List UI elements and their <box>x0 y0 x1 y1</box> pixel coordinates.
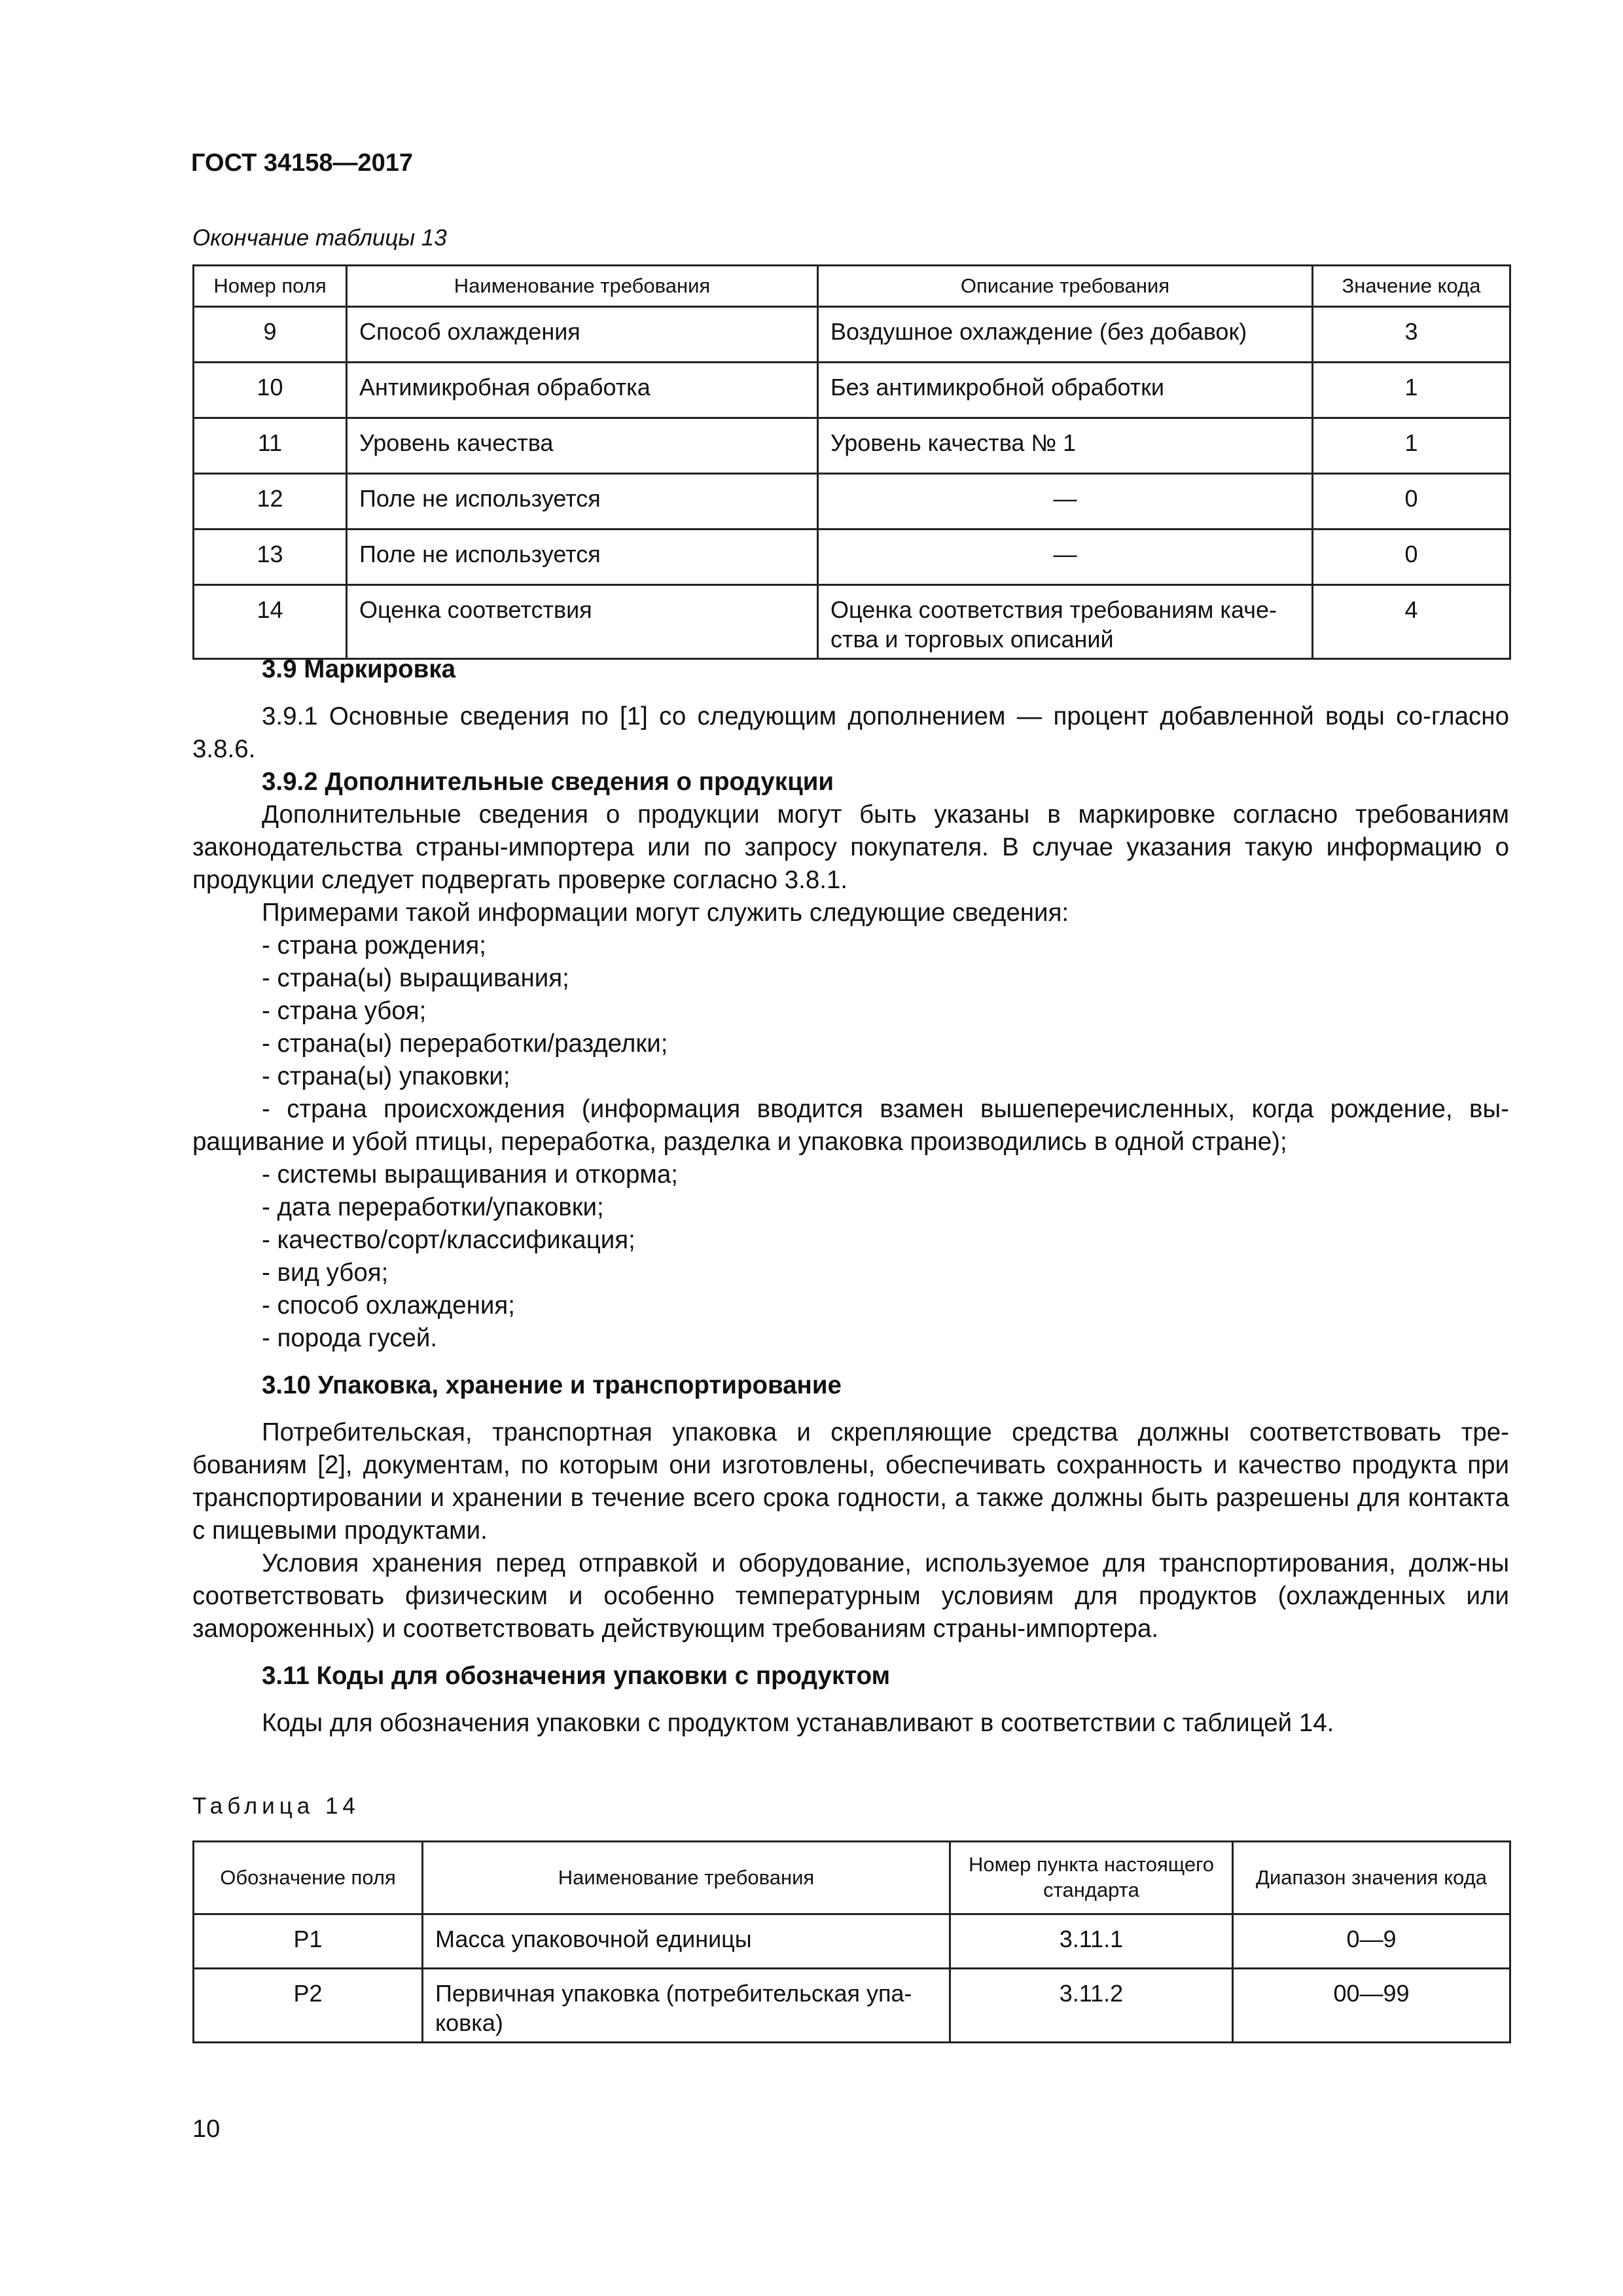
table-cell: P1 <box>194 1914 423 1969</box>
table-cell: 00—99 <box>1233 1969 1510 2043</box>
table-cell: Антимикробная обработка <box>347 363 818 418</box>
column-header: Описание требования <box>818 266 1313 307</box>
table-cell: Поле не используется <box>347 474 818 529</box>
column-header: Диапазон значения кода <box>1233 1842 1510 1914</box>
table-cell: Поле не используется <box>347 529 818 585</box>
list-item: - страна убоя; <box>262 997 427 1025</box>
table-cell: 1 <box>1313 363 1510 418</box>
table-cell: Первичная упаковка (потребительская упа-ковка) <box>423 1969 950 2043</box>
table-cell: Оценка соответствия <box>347 585 818 659</box>
column-header: Значение кода <box>1313 266 1510 307</box>
table-row <box>194 474 1510 529</box>
table-cell: 13 <box>194 529 347 585</box>
table-13 <box>192 264 1511 660</box>
table-cell: Уровень качества № 1 <box>818 418 1313 474</box>
table-header-row <box>194 266 1510 307</box>
table-cell: 4 <box>1313 585 1510 659</box>
column-header: Обозначение поля <box>194 1842 423 1914</box>
table-cell: 3.11.1 <box>950 1914 1233 1969</box>
table-cell: Масса упаковочной единицы <box>423 1914 950 1969</box>
list-item: - страна происхождения (информация вводится взамен вышеперечисленных, когда рождение, вы-ращивание и убой птицы, переработка, разделка и упаковка производились в одной стране); <box>192 1095 1509 1156</box>
list-item: - страна(ы) выращивания; <box>262 964 569 992</box>
table-cell: Оценка соответствия требованиям каче-ства и торговых описаний <box>818 585 1313 659</box>
table-cell: Уровень качества <box>347 418 818 474</box>
table-cell: 0 <box>1313 474 1510 529</box>
table-cell: 9 <box>194 307 347 363</box>
column-header: Наименование требования <box>347 266 818 307</box>
section-heading: 3.11 Коды для обозначения упаковки с продуктом <box>262 1662 891 1690</box>
list-item: - качество/сорт/классификация; <box>262 1226 635 1254</box>
table-cell: — <box>818 474 1313 529</box>
table-cell: 0 <box>1313 529 1510 585</box>
list-item: - порода гусей. <box>262 1324 438 1352</box>
list-item: - вид убоя; <box>262 1259 389 1287</box>
table-cell: 12 <box>194 474 347 529</box>
table-row <box>194 529 1510 585</box>
column-header: Наименование требования <box>423 1842 950 1914</box>
section-heading: 3.10 Упаковка, хранение и транспортирование <box>262 1371 842 1399</box>
table-cell: 3.11.2 <box>950 1969 1233 2043</box>
table-14-caption: Таблица 14 <box>192 1793 360 1819</box>
list-item: - способ охлаждения; <box>262 1291 515 1319</box>
table-13-caption: Окончание таблицы 13 <box>192 225 447 251</box>
table-cell: Без антимикробной обработки <box>818 363 1313 418</box>
column-header: Номер пункта настоящего стандарта <box>950 1842 1233 1914</box>
table-cell: 0—9 <box>1233 1914 1510 1969</box>
table-14 <box>192 1840 1511 2043</box>
section-heading: 3.9.2 Дополнительные сведения о продукции <box>262 768 834 796</box>
table-row <box>194 418 1510 474</box>
section-heading: 3.9 Маркировка <box>262 655 456 683</box>
table-cell: 14 <box>194 585 347 659</box>
table-cell: — <box>818 529 1313 585</box>
table-row <box>194 585 1510 659</box>
document-code: ГОСТ 34158—2017 <box>191 149 414 177</box>
paragraph: Условия хранения перед отправкой и оборудование, используемое для транспортирования, долж-ны соответствовать физическим и особенно температурным условиям для продуктов (охлажденных или замороженных) и соответствовать действующим требованиям страны-импортера. <box>192 1549 1509 1643</box>
paragraph: 3.9.1 Основные сведения по [1] со следующим дополнением — процент добавленной воды со-гласно 3.8.6. <box>192 702 1509 763</box>
list-item: - дата переработки/упаковки; <box>262 1193 604 1221</box>
table-row <box>194 307 1510 363</box>
table-cell: 11 <box>194 418 347 474</box>
paragraph: Коды для обозначения упаковки с продуктом устанавливают в соответствии с таблицей 14. <box>262 1709 1334 1737</box>
paragraph: Дополнительные сведения о продукции могут быть указаны в маркировке согласно требованиям законодательства страны-импортера или по запросу покупателя. В случае указания такую информацию о продукции следует подвергать проверке согласно 3.8.1. <box>192 800 1509 894</box>
table-cell: P2 <box>194 1969 423 2043</box>
page-number: 10 <box>192 2115 221 2143</box>
table-cell: 10 <box>194 363 347 418</box>
table-row <box>194 1914 1510 1969</box>
list-item: - системы выращивания и откорма; <box>262 1160 678 1189</box>
list-item: - страна(ы) упаковки; <box>262 1062 510 1090</box>
paragraph: Потребительская, транспортная упаковка и скрепляющие средства должны соответствовать тре-бованиям [2], документам, по которым они изготовлены, обеспечивать сохранность и качество продукта при транспортировании и хранении в течение всего срока годности, а также должны быть разрешены для контакта с пищевыми продуктами. <box>192 1418 1509 1545</box>
column-header: Номер поля <box>194 266 347 307</box>
table-cell: Воздушное охлаждение (без добавок) <box>818 307 1313 363</box>
paragraph: Примерами такой информации могут служить следующие сведения: <box>262 899 1069 927</box>
table-row <box>194 1969 1510 2043</box>
list-item: - страна(ы) переработки/разделки; <box>262 1030 668 1058</box>
table-cell: Способ охлаждения <box>347 307 818 363</box>
table-cell: 1 <box>1313 418 1510 474</box>
list-item: - страна рождения; <box>262 931 486 960</box>
body-text <box>192 653 1509 1740</box>
table-row <box>194 363 1510 418</box>
table-cell: 3 <box>1313 307 1510 363</box>
table-header-row <box>194 1842 1510 1914</box>
